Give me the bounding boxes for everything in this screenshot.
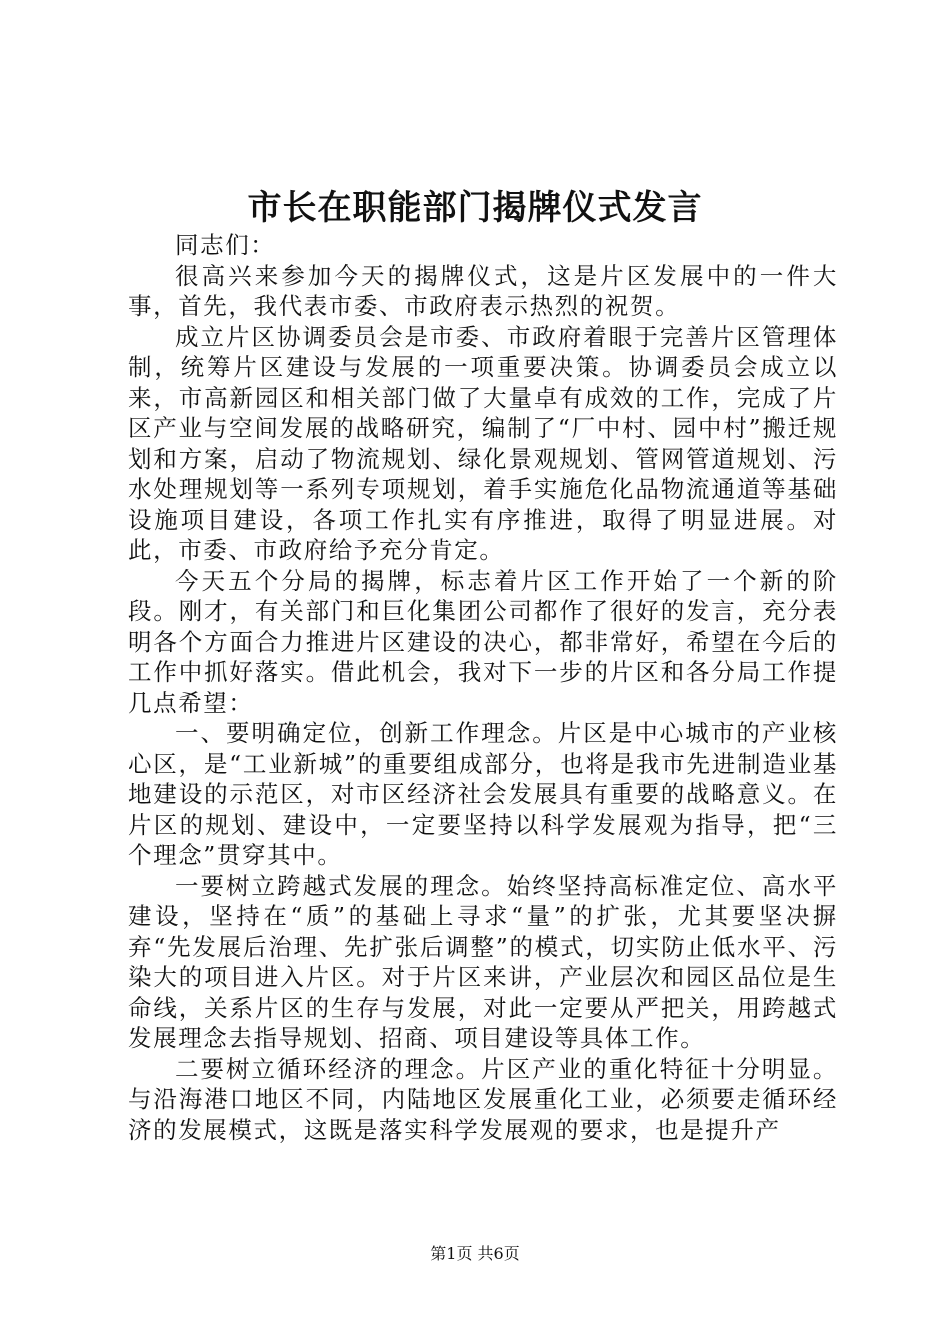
body-paragraph: 今天五个分局的揭牌，标志着片区工作开始了一个新的阶段。刚才，有关部门和巨化集团公司都作了很好的发言，充分表明各个方面合力推进片区建设的决心，都非常好，希望在今后的工作中抓好落实。借此机会，我对下一步的片区和各分局工作提几点希望： (128, 566, 838, 717)
document-body (128, 230, 838, 1145)
page-number-footer: 第1页 共6页 (430, 1244, 520, 1263)
body-paragraph: 成立片区协调委员会是市委、市政府着眼于完善片区管理体制，统筹片区建设与发展的一项重要决策。协调委员会成立以来，市高新园区和相关部门做了大量卓有成效的工作，完成了片区产业与空间发展的战略研究，编制了“厂中村、园中村”搬迁规划和方案，启动了物流规划、绿化景观规划、管网管道规划、污水处理规划等一系列专项规划，着手实施危化品物流通道等基础设施项目建设，各项工作扎实有序推进，取得了明显进展。对此，市委、市政府给予充分肯定。 (128, 322, 838, 564)
body-paragraph: 一要树立跨越式发展的理念。始终坚持高标准定位、高水平建设，坚持在“质”的基础上寻求“量”的扩张，尤其要坚决摒弃“先发展后治理、先扩张后调整”的模式，切实防止低水平、污染大的项目进入片区。对于片区来讲，产业层次和园区品位是生命线，关系片区的生存与发展，对此一定要从严把关，用跨越式发展理念去指导规划、招商、项目建设等具体工作。 (128, 871, 838, 1052)
body-paragraph: 二要树立循环经济的理念。片区产业的重化特征十分明显。与沿海港口地区不同，内陆地区发展重化工业，必须要走循环经济的发展模式，这既是落实科学发展观的要求，也是提升产 (128, 1054, 838, 1144)
body-paragraph: 很高兴来参加今天的揭牌仪式，这是片区发展中的一件大事，首先，我代表市委、市政府表示热烈的祝贺。 (128, 261, 838, 320)
document-title: 市长在职能部门揭牌仪式发言 (247, 188, 703, 228)
salutation-paragraph: 同志们： (175, 231, 276, 259)
body-paragraph: 一、要明确定位，创新工作理念。片区是中心城市的产业核心区，是“工业新城”的重要组成部分，也将是我市先进制造业基地建设的示范区，对市区经济社会发展具有重要的战略意义。在片区的规划、建设中，一定要坚持以科学发展观为指导，把“三个理念”贯穿其中。 (128, 719, 838, 869)
